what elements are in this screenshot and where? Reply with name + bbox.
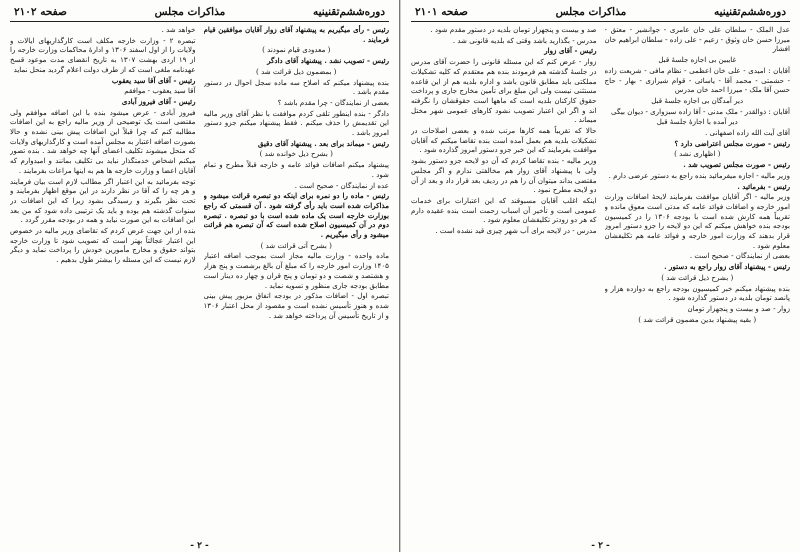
paragraph: بعضی از نمایندگان - چرا مقدم باشد ؟ (277, 97, 389, 107)
paragraph: عدل الملک - سلطان علی خان عامری - جوانشیر - معتق - میرزا حسن خان وثوق - زعیم - علی زاده - سلطان ابراهیم خان افشار (604, 25, 790, 54)
paragraph: عده از نمایندگان - صحیح است . (294, 180, 389, 190)
left-header-period: دوره‌ششم‌تقنینیه (312, 6, 385, 18)
left-page-number: - ۲ - (190, 541, 209, 551)
right-page-number: - ۲ - (591, 541, 610, 551)
right-header-title: مذاکرات مجلس (555, 6, 627, 18)
paragraph: رئیس - پیشنهاد آقای زوار راجع به دستور . (664, 262, 790, 272)
paragraph: ( بشرح آتی قرائت شد ) (260, 240, 332, 250)
paragraph: بنده پیشنهاد میکنم که اصلاح سه ماده سجل احوال در دستور مقدم باشد . (203, 77, 389, 97)
paragraph: حالا که تقریباً همه کارها مرتب شده و بعضی اصلاحات در تشکیلات بلدیه هم بعمل آمده است بنده تقاضا میکنم که آقایان موافقت بفرمایند که این خبر جزو دستور امروز گذارده شود . (411, 126, 597, 155)
paragraph: پیشنهاد میکنم اضافات فوائد عامه و خارجه قبلاً مطرح و تمام شود . (203, 160, 389, 179)
paragraph: آقایان : امیدی - علی خان اعظمی - نظام مافی - شریعت زاده - حشمتی - محمد آقا - یاسائی - قوام شیرازی - بهار - حاج حسن آقا ملک - میرزا احمد خان مدرس (604, 65, 790, 95)
paragraph: دیر آمده با اجازهٔ جلسهٔ قبل (656, 117, 738, 127)
left-page-columns (10, 25, 389, 543)
paragraph: رئیس - صورت مجلس تصویب شد . (683, 160, 790, 170)
paragraph: ماده واحده - وزارت مالیه مجاز است بموجب اضافه اعتبار ۱۴۰۵ وزارت امور خارجه را که مبلغ آن بالغ برشصت و پنج هزار و هشتصد و شصت و دو تومان و پنج قران و چهار ده دینار است مطابق بودجه جاری منظور و تسویه نماید . (203, 251, 389, 290)
paragraph: رئیس - رأی میگیریم به پیشنهاد آقای زوار آقایان موافقین قیام فرمایند . (203, 25, 389, 44)
paragraph: وزیر مالیه - اجازه میفرمائید بنده راجع به دستور عرضی دارم . (608, 170, 790, 180)
paragraph: تبصره ۲ - وزارت خارجه مکلف است کارگذاریهای ایالات و ولایات را از اول اسفند ۱۳۰۶ و ادارهٔ محاکمات وزارت خارجه را از ۱۹ اردی بهشت ۱۳۰۷ به تاریخ انقضای مدت موعود قسخ عهدنامه ملغی است که از طرف دولت اعلام گردید منحل نماید (10, 35, 196, 74)
paragraph: دیر آمدگان بی اجازه جلسهٔ قبل (651, 95, 744, 105)
paragraph: صد و بیست و پنجهزار تومان بلدیه در دستور مقدم شود . (430, 25, 597, 34)
right-page-right-column (605, 25, 791, 543)
paragraph: بنده از این جهت عرض کردم که تقاضای وزیر مالیه در خصوص این اعتبار عجالتاً بهتر است که تصویب شود تا وزارت خارجه بتواند حقوق و مخارج مأمورین خودش را پرداخت نماید و دیگر لازم نیست که این مسئله را بیشتر طول بدهیم . (10, 226, 196, 265)
paragraph: رئیس - آقای فیروز آبادی (121, 96, 196, 106)
left-header-title: مذاکرات مجلس (154, 6, 226, 18)
paragraph: رئیس - آقای آقا سید یعقوب (111, 75, 196, 85)
paragraph: غایبین بی اجازه جلسهٔ قبل (658, 55, 737, 65)
paragraph: آقا سید یعقوب - موافقم (124, 86, 196, 96)
paragraph: رئیس - آقای زوار (544, 46, 597, 56)
paragraph: بعضی از نمایندگان - صحیح است . (689, 251, 790, 261)
right-page-header (411, 6, 790, 22)
paragraph: اینکه اغلب آقایان مسبوقند که این اعتبارات برای خدمات عمومی است و تأخیر آن اسباب زحمت است بنده عقیده دارم که هر دو زودتر تکلیفشان معلوم شود . (411, 195, 597, 225)
paragraph: ( بشرح ذیل قرائت شد ) (661, 272, 734, 282)
paragraph: آقای آیت الله زاده اصفهانی . (705, 128, 790, 138)
paragraph: رئیس - بفرمائید . (737, 181, 790, 191)
paragraph: خواهد شد . (161, 25, 196, 34)
paragraph: ( بمضمون ذیل قرائت شد ) (256, 66, 337, 76)
paragraph: ( اظهاری نشد ) (674, 149, 721, 159)
paragraph: وزیر مالیه - اگر آقایان موافقت بفرمایند لایحهٔ اضافات وزارت امور خارجه و اضافات فوائد عامه که مدتی است معوق مانده و تقریباً همه کارش شده است با بودجه ۱۳۰۶ را در کمیسیون بودجه بنده خواهش میکنم که این دو لایحه را جزو دستور امروز قرار بدهند که وزارت امور خارجه و فوائد عامه هم تکلیفشان معلوم شود . (604, 192, 790, 250)
paragraph: مدرس - بگذارید باشد وقتی که بلدیه قانونی شد . (452, 35, 597, 45)
paragraph: تبصره اول - اضافات مذکور در بودجه اتفاق مزبور پیش بینی شده و هنوز تأسیس نشده است و مقصود از محل اعتبار ۱۳۰۶ و از تاریخ تأسیس آن پرداخته خواهد شد . (203, 291, 389, 320)
paragraph: توجه بفرمائید به این اعتبار اگر مطالب لازم است بیان فرمایند و هر چه را که آقا در نظر دارند در این موقع اظهار بفرمایند و تحت نظر بگیرند و رسیدگی بشود زیرا که این اضافات در سنوات گذشته هم بوده و باید یک ترتیبی داده شود که من بعد این اضافات به این صورت نیاید و همه در بودجه مقرر گردد . (10, 176, 196, 225)
paragraph: فیروز آبادی - عرض میشود بنده با این اضافه موافقم ولی مقتضی است یک توضیحی از وزیر مالیه راجع به این اضافات مطالبه کنم که چرا قبلاً این اضافات پیش بینی نشده و حالا بصورت اضافه اعتبار به مجلس آمده است و کارگذاریهای ولایات که منحل میشوند تکلیف اعضای آنها چه خواهد شد . بنده تصور میکنم اشخاص خدمتگذار نباید بی تکلیف بمانند و امیدوارم که آقایان اعضا و وزارت خارجه ها هم به اینها مراعات بفرمایند . (10, 107, 196, 175)
paragraph: زوار - عرض کنم که این مسئله قانونی را حضرت آقای مدرس در جلسهٔ گذشته هم فرمودند بنده هم معتقدم که کلیه تشکیلات مملکتی باید مطابق قانون باشد و اداره بلدیه هم از این قاعده مستثنی نیست ولی این مبلغ برای تأمین مخارج جاری و پرداخت حقوق کارکنان بلدیه است که ماهها است حقوقشان را نگرفته اند و اگر این اعتبار تصویب نشود کارهای عمومی شهر مختل میماند . (411, 57, 597, 125)
right-header-period: دوره‌ششم‌تقنینیه (713, 6, 786, 18)
left-page-header (10, 6, 389, 22)
paragraph: رئیس - صورت مجلس اعتراضی دارد ؟ (674, 138, 790, 148)
right-page-left-column (411, 25, 597, 543)
paragraph: رئیس - میماند برای بعد . پیشنهاد آقای دقیق (257, 138, 389, 148)
right-header-page-label: صفحه ۲۱۰۱ (415, 6, 468, 18)
left-header-page-label: صفحه ۲۱۰۲ (14, 6, 67, 18)
paragraph: ( بقیه پیشنهاد بدین مضمون قرائت شد ) (638, 314, 757, 324)
right-page (400, 0, 800, 552)
paragraph: رئیس - تصویب نشد . پیشنهاد آقای دادگر (267, 56, 389, 66)
paragraph: وزیر مالیه - بنده تقاضا کردم که آن دو لایحه جزو دستور بشود ولی با پیشنهاد آقای زوار هم مخالفتی ندارم و اگر مجلس مقتضی بداند میتوان آن را هم در ردیف بعد قرار داد و بعد از آن دو لایحه مطرح نمود . (411, 156, 597, 195)
paragraph: زوار - صد و بیست و پنجهزار تومان (687, 303, 790, 313)
paragraph: آقایان : ذوالقدر - ملک مدنی - آقا زاده سبزواری - دیوان بیگی (611, 106, 790, 116)
paragraph: رئیس - ماده را دو نمره برای اینکه دو تبصره قرائت میشود و مذاکرات شده است باید رأی گرفته شود . آن قسمتی که راجع بوزارت خارجه است یک ماده شده است با دو تبصره . تبصره دوم در آن کمیسیون اصلاح شده است که آن تبصره هم قرائت میشود و رأی میگیریم . (203, 191, 389, 240)
left-page-left-column (10, 25, 196, 543)
right-page-columns (411, 25, 790, 543)
left-page-right-column (204, 25, 390, 543)
paragraph: بنده پیشنهاد میکنم خبر کمیسیون بودجه راجع به دوازده هزار و پانصد تومان بلدیه در دستور گذارده شود . (604, 283, 790, 303)
paragraph: دادگر - بنده اینطور تلقی کردم موافقت با نظر آقای وزیر مالیه این تقدیمش را حذف میکنم . فقط پیشنهاد میکنم جزو دستور امروز باشد . (203, 108, 389, 138)
paragraph: ( معدودی قیام نمودند ) (262, 45, 331, 55)
paragraph: ( بشرح ذیل خوانده شد ) (259, 149, 333, 159)
paragraph: مدرس - در لایحه برای آب شهر چیزی قید نشده است . (435, 226, 597, 236)
